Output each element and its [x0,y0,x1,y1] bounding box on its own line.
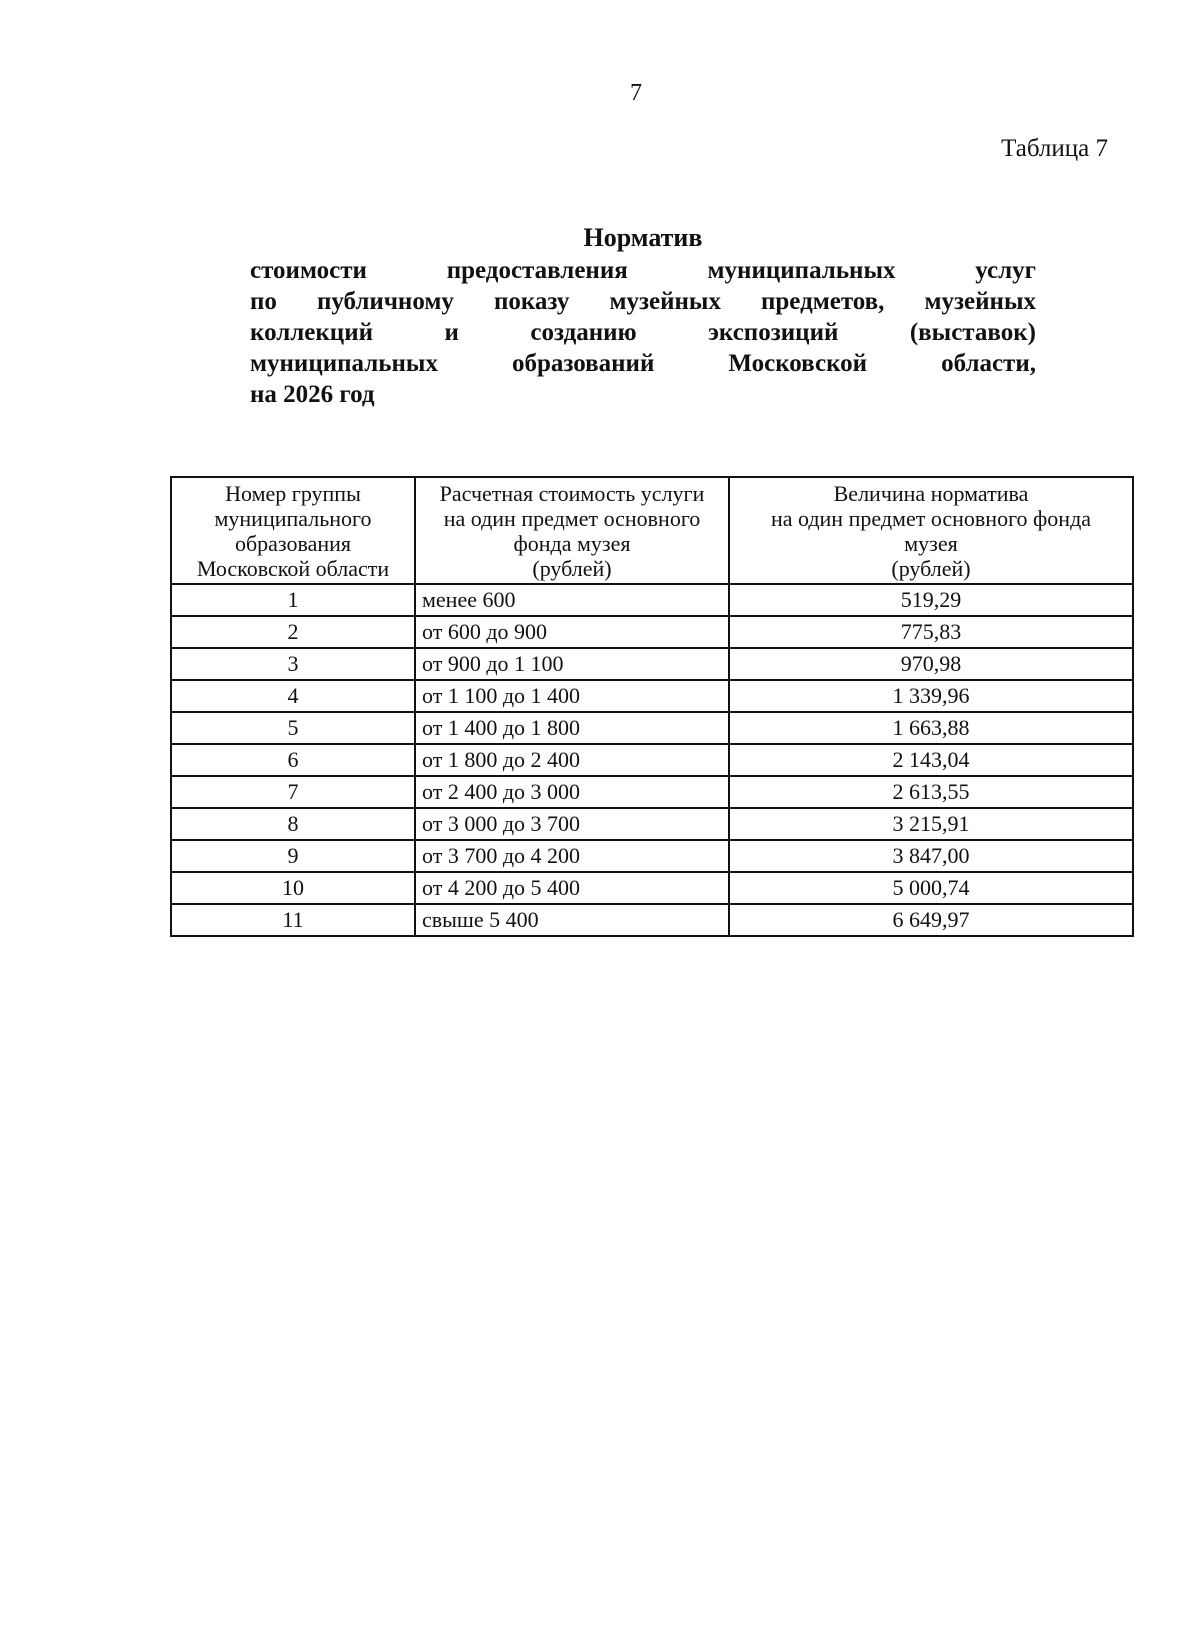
header-line: фонда музея [513,531,631,556]
title-word: стоимости [250,257,367,284]
table-row [171,808,1133,840]
cell-range: от 900 до 1 100 [415,648,729,680]
table-row [171,904,1133,936]
title-word: (выставок) [909,319,1036,346]
cell-group: 4 [171,680,415,712]
table-row [171,712,1133,744]
title-word: созданию [530,319,637,346]
title-word: музейных [924,288,1036,315]
header-line: на один предмет основного фонда [770,506,1092,531]
cell-range: от 1 400 до 1 800 [415,712,729,744]
table-header-row [171,477,1133,584]
header-line: музея [904,531,958,556]
cell-group: 11 [171,904,415,936]
cell-group: 3 [171,648,415,680]
title-word: на 2026 год [250,381,375,408]
cell-group: 10 [171,872,415,904]
title-word: услуг [975,257,1036,284]
table-row [171,776,1133,808]
header-line: Величина норматива [833,481,1029,506]
cell-range: от 1 100 до 1 400 [415,680,729,712]
cell-value: 3 215,91 [729,808,1133,840]
header-line: (рублей) [532,556,612,581]
title-word: муниципальных [250,350,438,377]
cell-value: 1 663,88 [729,712,1133,744]
title-word: публичному [316,288,454,315]
cell-value: 775,83 [729,616,1133,648]
table-row [171,872,1133,904]
header-line: на один предмет основного [443,506,701,531]
header-estimated-cost [415,477,729,584]
cell-range: от 600 до 900 [415,616,729,648]
title-line-4 [250,348,1036,379]
title-word: коллекций [250,319,374,346]
cell-group: 6 [171,744,415,776]
header-group-number [171,477,415,584]
title-word: муниципальных [707,257,896,284]
cell-value: 2 613,55 [729,776,1133,808]
table-row [171,840,1133,872]
table-row [171,680,1133,712]
page-number: 7 [630,80,642,106]
title-main: Норматив [583,223,703,252]
cell-value: 6 649,97 [729,904,1133,936]
cell-group: 1 [171,584,415,616]
cell-group: 5 [171,712,415,744]
title-word: области, [941,350,1036,377]
cell-range: от 4 200 до 5 400 [415,872,729,904]
header-line: муниципального [214,506,372,531]
cell-range: менее 600 [415,584,729,616]
table-row [171,744,1133,776]
table-caption: Таблица 7 [1001,135,1108,162]
cell-group: 9 [171,840,415,872]
title-word: образований [511,350,655,377]
header-norm-value [729,477,1133,584]
header-line: образования [234,531,352,556]
cell-range: от 2 400 до 3 000 [415,776,729,808]
header-line: Номер группы [225,481,361,506]
title-word: по [250,288,277,315]
cell-group: 8 [171,808,415,840]
cell-range: от 3 700 до 4 200 [415,840,729,872]
cell-range: от 1 800 до 2 400 [415,744,729,776]
cell-value: 1 339,96 [729,680,1133,712]
cell-range: от 3 000 до 3 700 [415,808,729,840]
title-word: экспозиций [708,319,839,346]
title-word: предметов, [761,288,885,315]
header-line: (рублей) [891,556,971,581]
cell-value: 2 143,04 [729,744,1133,776]
table-row [171,616,1133,648]
document-title [250,222,1036,410]
title-line-3 [250,317,1036,348]
title-word: и [444,319,459,346]
table-row [171,648,1133,680]
title-line-5 [250,379,1036,410]
header-line: Расчетная стоимость услуги [439,481,705,506]
title-line-1 [250,255,1036,286]
cell-value: 3 847,00 [729,840,1133,872]
title-line-2 [250,286,1036,317]
title-word: показу [493,288,570,315]
cell-value: 970,98 [729,648,1133,680]
table-row [171,584,1133,616]
cell-value: 5 000,74 [729,872,1133,904]
title-word: предоставления [446,257,628,284]
cell-group: 2 [171,616,415,648]
cell-range: свыше 5 400 [415,904,729,936]
cell-value: 519,29 [729,584,1133,616]
norm-table [170,476,1134,937]
title-word: музейных [609,288,721,315]
title-word: Московской [728,350,868,377]
header-line: Московской области [196,556,390,581]
cell-group: 7 [171,776,415,808]
